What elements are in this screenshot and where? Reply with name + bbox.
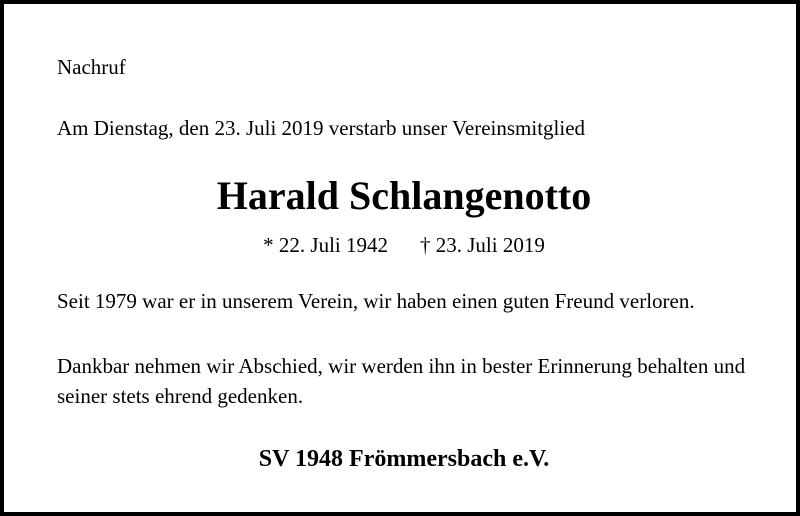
life-dates: [4, 230, 800, 260]
intro-text: Am Dienstag, den 23. Juli 2019 verstarb unser Vereinsmitglied: [57, 116, 586, 140]
membership-paragraph: Seit 1979 war er in unserem Verein, wir haben einen guten Freund verloren.: [57, 289, 695, 313]
notice-label: Nachruf: [57, 55, 126, 79]
club-signature: SV 1948 Frömmersbach e.V.: [258, 446, 550, 472]
farewell-paragraph: Dankbar nehmen wir Abschied, wir werden ihn in bester Erinnerung behalten und seiner stets ehrend gedenken.: [57, 354, 746, 408]
birth-date: * 22. Juli 1942: [263, 233, 388, 257]
deceased-name: Harald Schlangenotto: [216, 173, 592, 218]
death-date: † 23. Juli 2019: [420, 233, 545, 257]
